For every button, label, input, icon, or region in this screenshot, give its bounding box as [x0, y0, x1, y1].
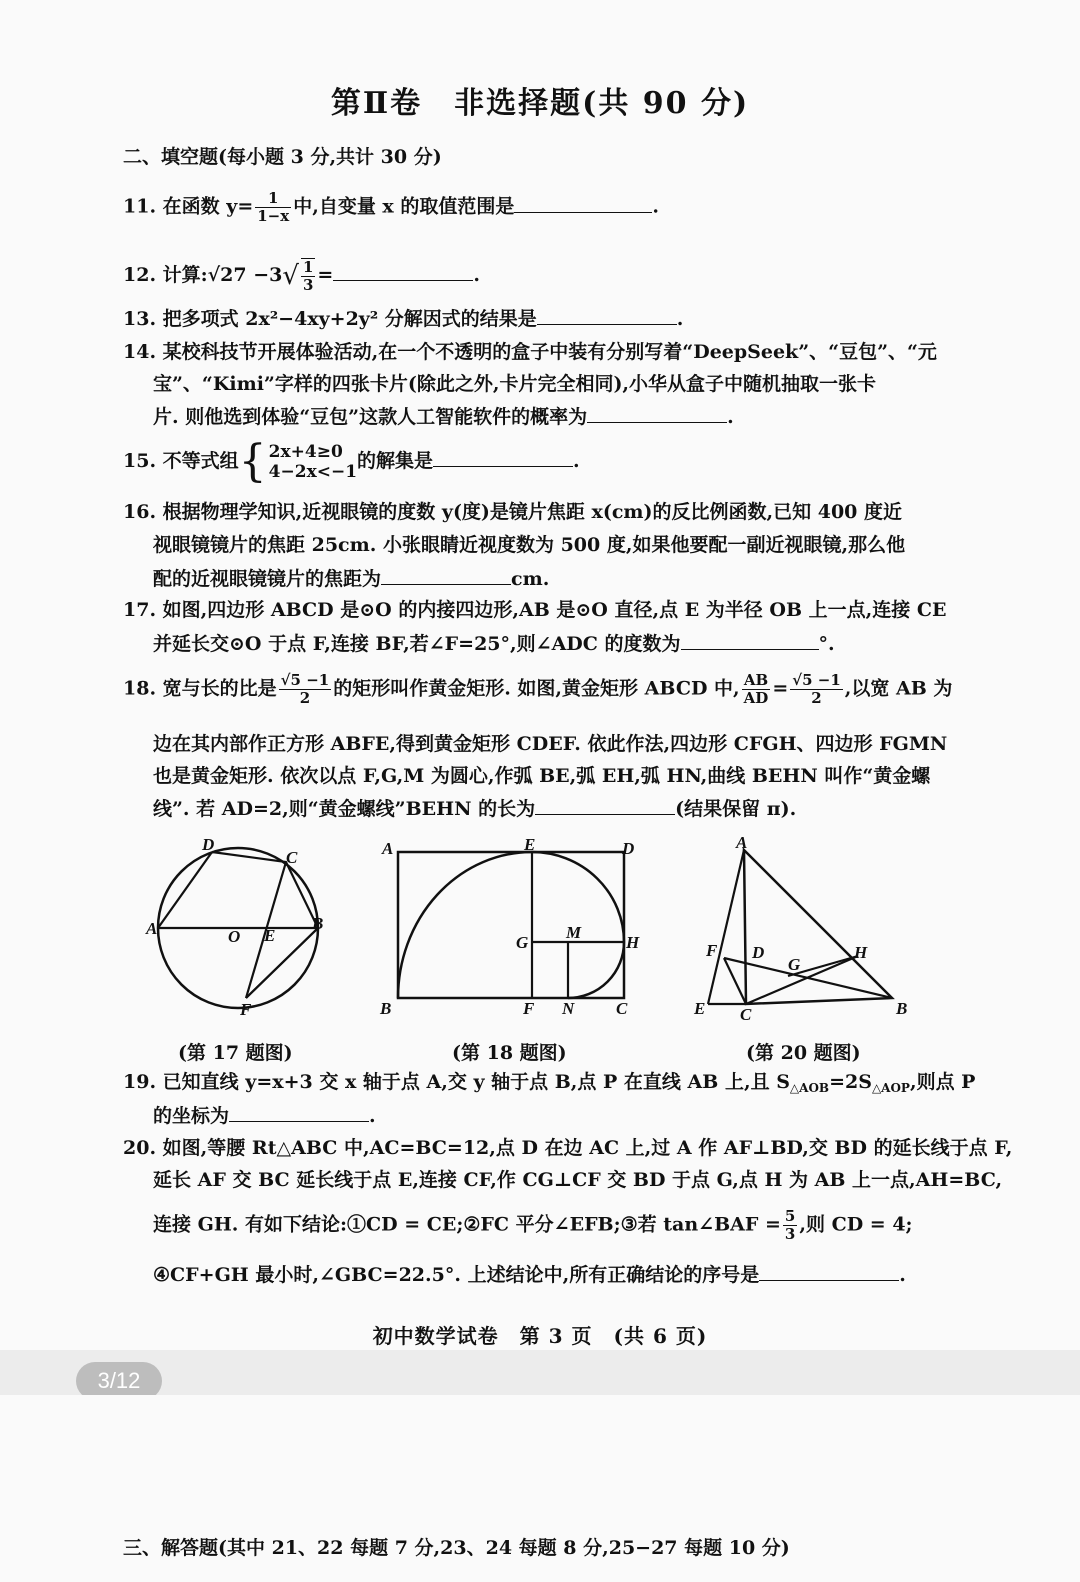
answer-blank	[381, 566, 511, 585]
question-16-line-2: 视眼镜镜片的焦距 25cm. 小张眼睛近视度数为 500 度,如果他要配一副近视眼镜,那么他	[153, 534, 906, 556]
figure-20-caption: (第 20 题图)	[746, 1042, 861, 1064]
question-20-line-4: ④CF+GH 最小时,∠GBC=22.5°. 上述结论中,所有正确结论的序号是 .	[153, 1264, 906, 1286]
fraction: $\frac{AB}{AD}$	[743, 671, 769, 707]
figure-18-golden-rectangle	[376, 832, 646, 1022]
page-footer: 初中数学试卷 第 3 页 (共 6 页)	[372, 1324, 708, 1348]
segment-ad	[158, 852, 212, 928]
fraction: $\frac{1}{1-x}$	[257, 189, 290, 225]
golden-spiral	[398, 852, 624, 998]
question-11: 11. 在函数 y= $\frac{1}{1-x}$ 中,自变量 x 的取值范围是 .	[123, 189, 660, 225]
fraction: $\frac{1}{3}$	[302, 258, 314, 294]
label-h: H	[626, 933, 640, 952]
answer-blank	[514, 194, 652, 213]
label-c: C	[740, 1005, 752, 1024]
label-m: M	[566, 923, 582, 942]
question-16-line-3: 配的近视眼镜镜片的焦距为 cm.	[153, 568, 550, 590]
segment-ch	[746, 956, 858, 1004]
label-o: O	[228, 927, 241, 946]
question-18-line-4: 线”. 若 AD=2,则“黄金螺线”BEHN 的长为 (结果保留 π).	[153, 798, 797, 820]
question-16-line-1: 16. 根据物理学知识,近视眼镜的度数 y(度)是镜片焦距 x(cm)的反比例函数,已知 400 度近	[123, 501, 903, 523]
segment-ae	[708, 850, 744, 1004]
segment-fc	[724, 958, 746, 1004]
question-12: 12. 计算:√27 −3√ $\frac{1}{3}$ = .	[123, 258, 480, 294]
rect-abcd	[398, 852, 624, 998]
label-d: D	[752, 943, 765, 962]
question-20-line-3: 连接 GH. 有如下结论:①CD = CE;②FC 平分∠EFB;③若 tan∠BAF = $\frac{5}{3}$ ,则 CD = 4;	[153, 1207, 913, 1243]
label-e: E	[694, 999, 706, 1018]
label-a: A	[146, 919, 158, 938]
question-20-line-2: 延长 AF 交 BC 延长线于点 E,连接 CF,作 CG⊥CF 交 BD 于点 G,点 H 为 AB 上一点,AH=BC,	[153, 1169, 1003, 1191]
label-b: B	[896, 999, 908, 1018]
answer-blank	[535, 796, 675, 815]
question-14-line-1: 14. 某校科技节开展体验活动,在一个不透明的盒子中装有分别写着“DeepSeek”、“豆包”、“元	[123, 341, 937, 363]
label-a: A	[736, 833, 748, 852]
question-19-line-2: 的坐标为 .	[153, 1105, 376, 1127]
fraction: $\frac{√5 -1}{2}$	[280, 671, 330, 707]
label-n: N	[562, 999, 575, 1018]
page-title: 第Ⅱ卷 非选择题(共 90 分)	[330, 86, 750, 121]
next-page	[0, 1395, 1080, 1582]
answer-blank	[537, 306, 677, 325]
answer-blank	[433, 448, 573, 467]
question-17-line-1: 17. 如图,四边形 ABCD 是⊙O 的内接四边形,AB 是⊙O 直径,点 E 为半径 OB 上一点,连接 CE	[123, 599, 947, 621]
question-15: 15. 不等式组{ 2x+4≥0 4−2x<−1 的解集是 .	[123, 436, 580, 487]
label-e: E	[524, 835, 536, 854]
label-h: H	[854, 943, 868, 962]
answer-blank	[681, 631, 819, 650]
label-g: G	[516, 933, 529, 952]
label-b: B	[312, 914, 324, 933]
question-19-line-1: 19. 已知直线 y=x+3 交 x 轴于点 A,交 y 轴于点 B,点 P 在直线 AB 上,且 $S_{\triangle AOB}=2S_{\triangle AOP}$,则点 P	[123, 1071, 976, 1095]
question-13: 13. 把多项式 2x²−4xy+2y² 分解因式的结果是 .	[123, 308, 684, 330]
answer-blank	[587, 404, 727, 423]
question-18-line-1: 18. 宽与长的比是 $\frac{√5 -1}{2}$ 的矩形叫作黄金矩形. 如图,黄金矩形 ABCD 中, $\frac{AB}{AD}$ = $\frac{√5 -1}{2}$ ,以宽 AB 为	[123, 671, 953, 707]
sqrt-sign: √	[282, 261, 299, 291]
answer-blank	[229, 1103, 369, 1122]
label-d: D	[622, 839, 635, 858]
label-d: D	[202, 835, 215, 854]
label-e: E	[264, 926, 276, 945]
figure-18-caption: (第 18 题图)	[452, 1042, 567, 1064]
label-f: F	[706, 941, 718, 960]
label-f: F	[240, 1000, 252, 1019]
question-20-line-1: 20. 如图,等腰 Rt△ABC 中,AC=BC=12,点 D 在边 AC 上,过 A 作 AF⊥BD,交 BD 的延长线于点 F,	[123, 1137, 1013, 1159]
label-c: C	[286, 848, 298, 867]
question-14-line-3: 片. 则他选到体验“豆包”这款人工智能软件的概率为 .	[153, 406, 734, 428]
question-18-line-3: 也是黄金矩形. 依次以点 F,G,M 为圆心,作弧 BE,弧 EH,弧 HN,曲线 BEHN 叫作“黄金螺	[153, 765, 931, 787]
label-g: G	[788, 955, 801, 974]
fraction: $\frac{√5 -1}{2}$	[792, 671, 841, 707]
question-17-line-2: 并延长交⊙O 于点 F,连接 BF,若∠F=25°,则∠ADC 的度数为 °.	[153, 633, 835, 655]
brace: {	[238, 436, 267, 487]
figure-17-caption: (第 17 题图)	[178, 1042, 293, 1064]
section-heading: 二、填空题(每小题 3 分,共计 30 分)	[123, 146, 442, 168]
label-b: B	[380, 999, 392, 1018]
label-c: C	[616, 999, 628, 1018]
fraction: $\frac{5}{3}$	[784, 1207, 796, 1243]
question-18-line-2: 边在其内部作正方形 ABFE,得到黄金矩形 CDEF. 依此作法,四边形 CFGH、四边形 FGMN	[153, 733, 948, 755]
figure-20-triangle	[690, 832, 920, 1027]
label-f: F	[523, 999, 535, 1018]
question-14-line-2: 宝”、“Kimi”字样的四张卡片(除此之外,卡片完全相同),小华从盒子中随机抽取一张卡	[153, 373, 877, 395]
section-heading-3: 三、解答题(其中 21、22 每题 7 分,23、24 每题 8 分,25−27 每题 10 分)	[123, 1537, 790, 1559]
answer-blank	[333, 262, 473, 281]
label-a: A	[382, 839, 394, 858]
figure-17-circle	[140, 830, 340, 1030]
inequality-system: 2x+4≥0 4−2x<−1	[268, 442, 358, 482]
page-indicator[interactable]: 3/12	[76, 1362, 162, 1400]
answer-blank	[759, 1262, 899, 1281]
